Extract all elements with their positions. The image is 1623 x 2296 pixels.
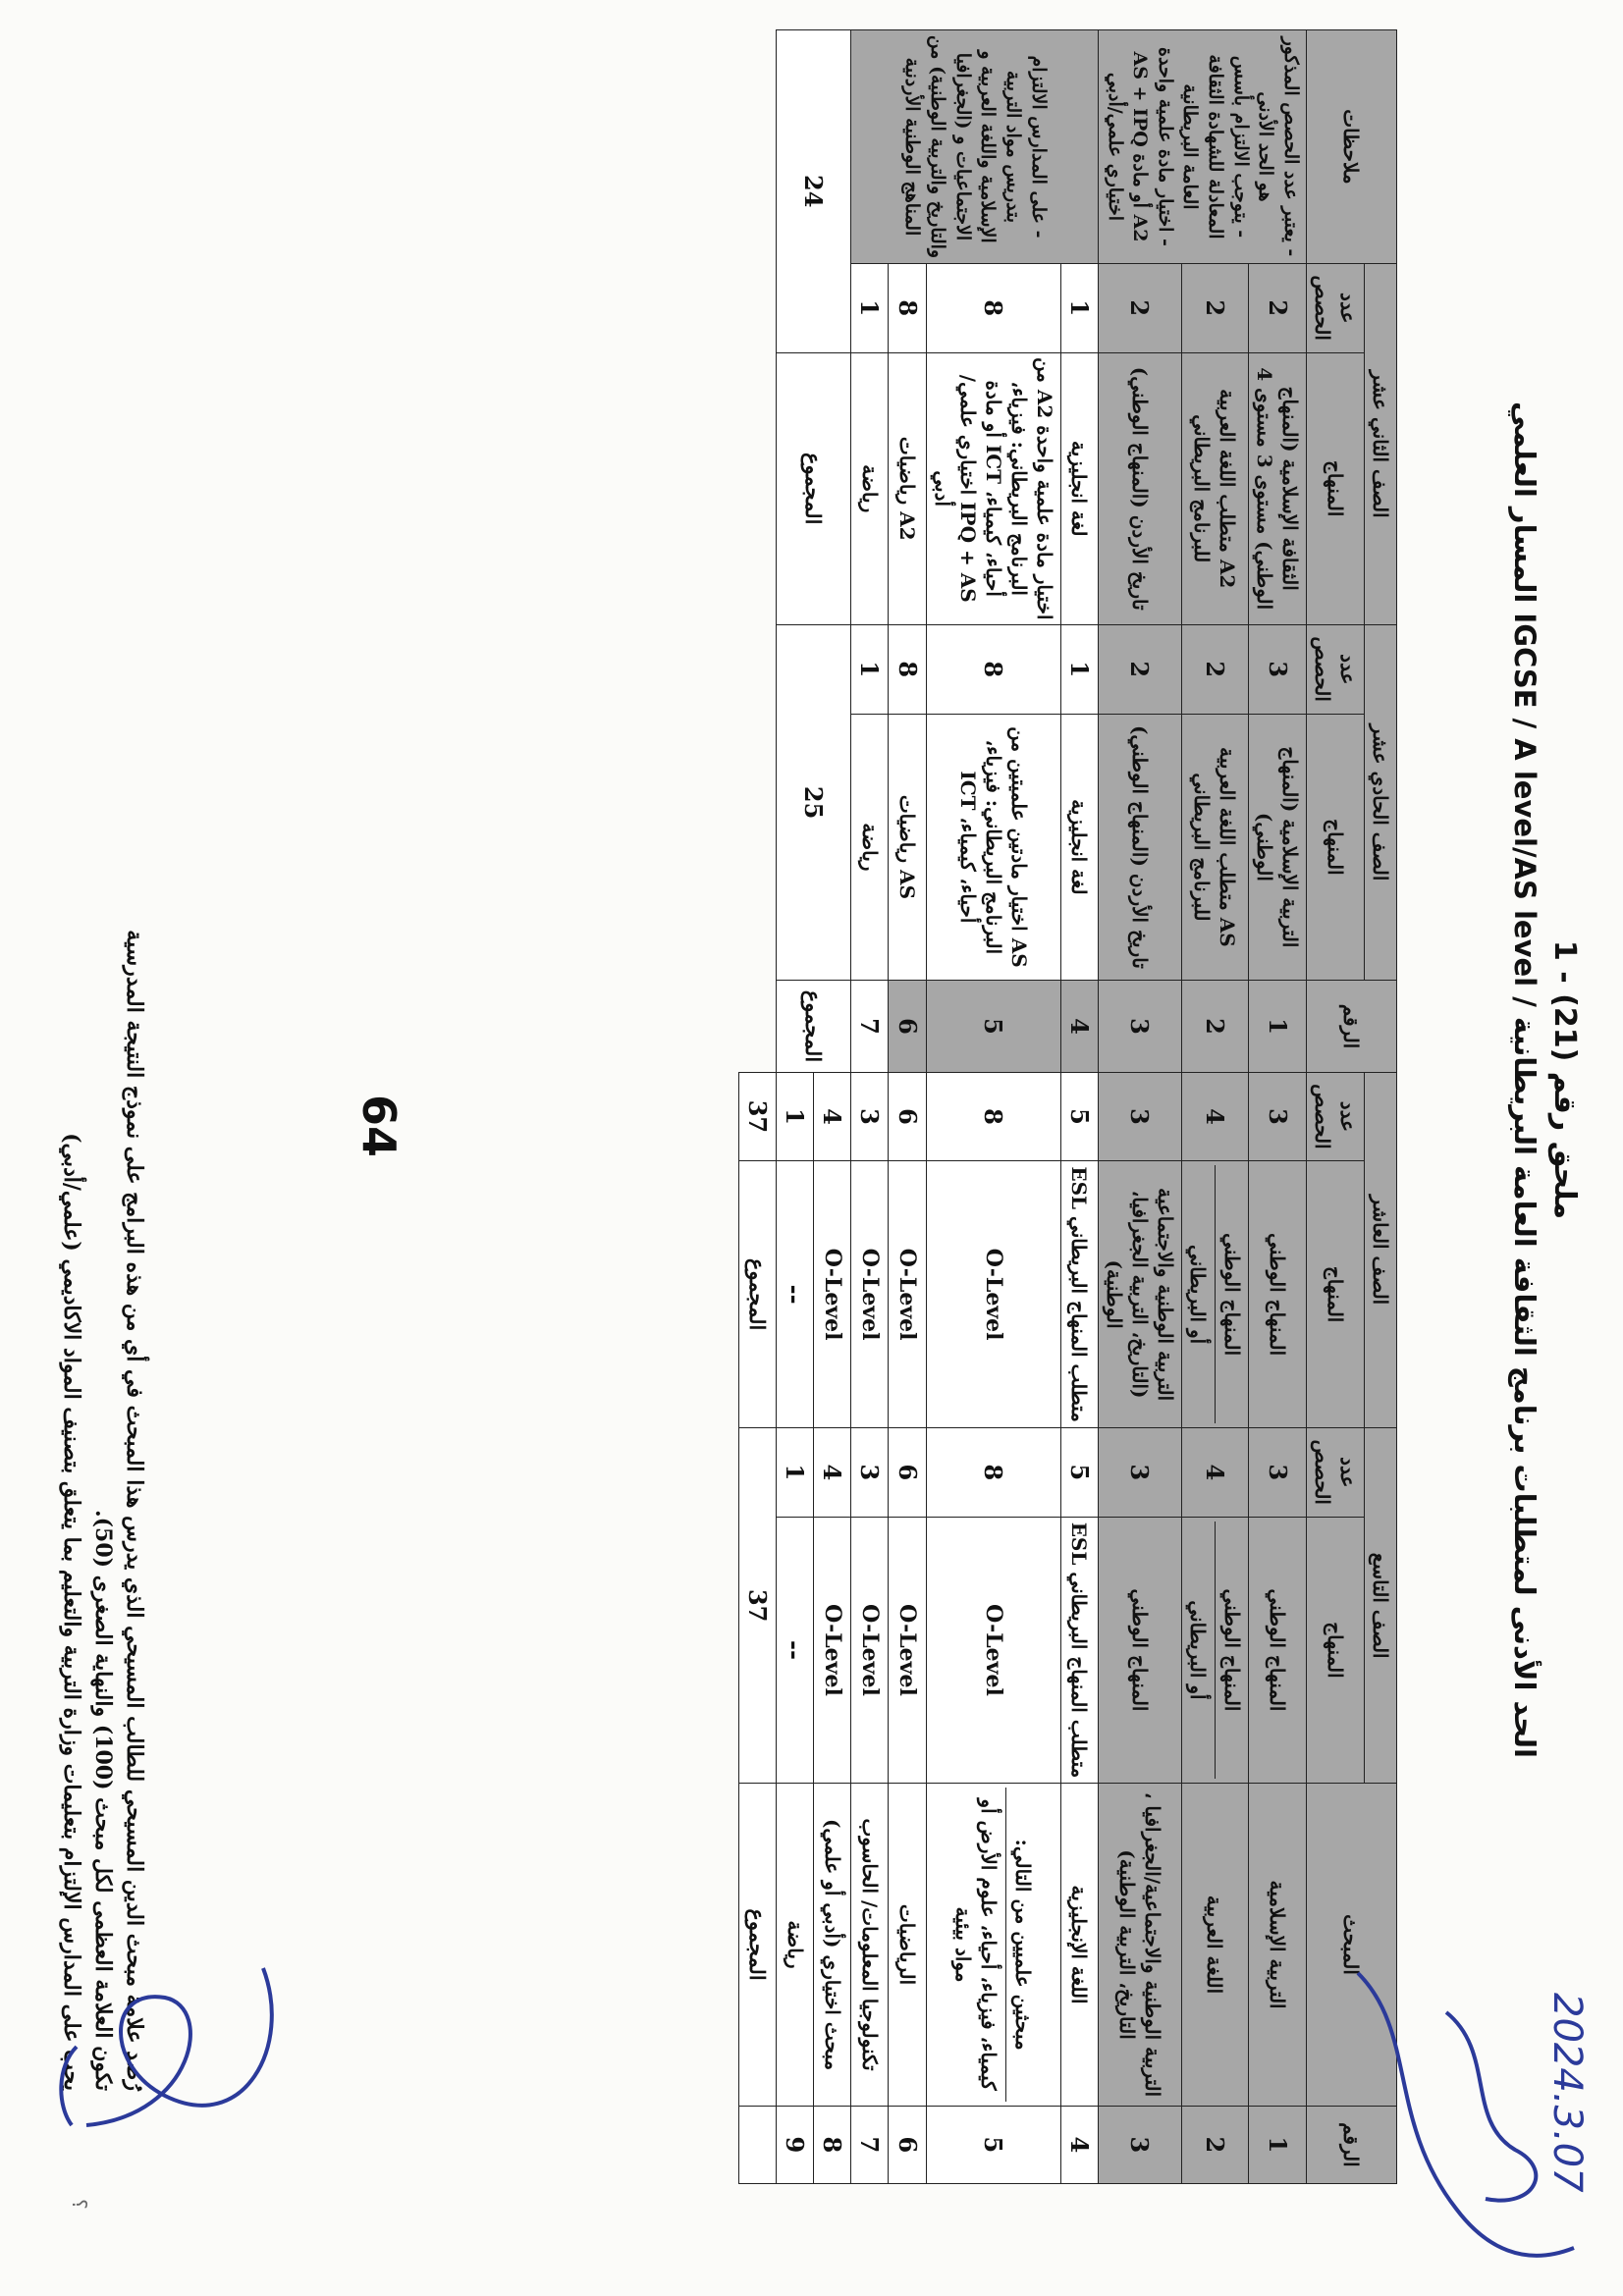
notes-cell-lower [851, 30, 1099, 264]
row-num: 5 [926, 2106, 1060, 2183]
header-num: الرقم [1307, 2106, 1397, 2183]
g9-periods: 8 [926, 1428, 1060, 1518]
g9-periods: 6 [889, 1428, 926, 1518]
table-row [889, 30, 926, 2184]
g11-periods: 1 [851, 624, 889, 714]
footnote-1: رُصد علامة مبحث الدين المسيحي للطالب المسيحي الذي يدرس هذا المبحث في أي من هذه البرامج على نموذج النتيجة المدرسية [122, 930, 147, 2091]
g9-periods: 5 [1060, 1428, 1098, 1518]
g10-curriculum: O-Level [889, 1161, 926, 1428]
row-num: 6 [889, 2106, 926, 2183]
header-grade12: الصف الثاني عشر [1365, 263, 1397, 624]
handwritten-initials [1338, 1953, 1613, 2277]
g11-curriculum: لغة انجليزية [1060, 714, 1098, 981]
g9-periods: 3 [1248, 1428, 1306, 1518]
g11-periods: 2 [1181, 624, 1248, 714]
g12-curriculum: لغة انجليزية [1060, 352, 1098, 624]
header-subject: المبحث [1307, 1784, 1397, 2106]
row-subject: مبحث اختياري (أدبي أو علمي) [814, 1784, 851, 2106]
g9-curriculum: -- [776, 1517, 813, 1784]
g10-periods: 3 [1248, 1072, 1306, 1161]
g11-num: 6 [889, 981, 926, 1072]
g9-curriculum: المنهاج الوطني [1248, 1517, 1306, 1784]
g9-curriculum: O-Level [889, 1517, 926, 1784]
g9-periods: 4 [814, 1428, 851, 1518]
g9-periods: 4 [1181, 1428, 1248, 1518]
footnotes [56, 29, 150, 2091]
g9-curriculum: المنهاج الوطني [1098, 1517, 1181, 1784]
header-num-2: الرقم [1307, 981, 1397, 1072]
g11-num: 3 [1098, 981, 1181, 1072]
g11-periods: 8 [926, 624, 1060, 714]
row-num: 8 [814, 2106, 851, 2183]
table-row [1181, 30, 1248, 2184]
header-g12-periods: عدد الحصص [1307, 263, 1365, 352]
g12-curriculum: الثقافة الإسلامية (المنهاج الوطني) مستوى 3 مستوى 4 [1248, 352, 1306, 624]
g11-total-label: المجموع [776, 981, 850, 1072]
g10-total-label: المجموع [738, 1161, 776, 1428]
g10-periods: 1 [776, 1072, 813, 1161]
row-num: 1 [1248, 2106, 1306, 2183]
note-2: - يتوجب الالتزام بأسس المعادلة للشهادة الثقافة العامة البريطانية [1179, 54, 1252, 240]
g9-curriculum: O-Level [851, 1517, 889, 1784]
row-num: 2 [1181, 2106, 1248, 2183]
g12-total-label: المجموع [776, 352, 850, 624]
row-subject: الرياضيات [889, 1784, 926, 2106]
page-heading [1505, 393, 1584, 1767]
g11-periods: 8 [889, 624, 926, 714]
page-number: 64 [352, 1095, 406, 1158]
header-g9-curriculum: المنهاج [1307, 1517, 1365, 1784]
g9-curriculum-alt: أو البريطاني [1185, 1522, 1216, 1780]
g9-curriculum: O-Level [814, 1517, 851, 1784]
g11-periods: 1 [1060, 624, 1098, 714]
g10-curriculum: متطلب المنهاج البريطاني ESL [1060, 1161, 1098, 1428]
g10-curriculum [1181, 1161, 1248, 1428]
totals-blank [738, 30, 776, 1073]
table-row [814, 30, 851, 2184]
g12-curriculum: رياضة [851, 352, 889, 624]
table-row [1060, 30, 1098, 2184]
g10-periods: 3 [1098, 1072, 1181, 1161]
notes-cell-upper [1098, 30, 1306, 264]
signature-date: 2024.3.07 [1544, 1993, 1590, 2193]
g10-curriculum: التربية الوطنية والاجتماعية (التاريخ، التربية الجغرافيا، الوطنية) [1098, 1161, 1181, 1428]
g11-total: 25 [776, 624, 850, 980]
g10-periods: 5 [1060, 1072, 1098, 1161]
g12-periods: 2 [1248, 263, 1306, 352]
table-row [926, 30, 1060, 2184]
g9-periods: 3 [1098, 1428, 1181, 1518]
totals-label: المجموع [738, 1784, 776, 2106]
note-3: - اختيار مادة علمية واحدة A2 أو مادة AS + IPQ اختياري علمي/أدبي [1104, 47, 1176, 246]
g12-curriculum: A2 متطلب اللغة العربية للبرنامج البريطاني [1181, 352, 1248, 624]
g11-curriculum: تاريخ الأردن (المنهاج الوطني) [1098, 714, 1181, 981]
signature-mark [27, 1929, 302, 2184]
g12-curriculum: تاريخ الأردن (المنهاج الوطني) [1098, 352, 1181, 624]
row-subject [926, 1784, 1060, 2106]
g12-periods: 1 [851, 263, 889, 352]
g12-curriculum: A2 رياضيات [889, 352, 926, 624]
table-row [1248, 30, 1306, 2184]
header-grade11: الصف الحادي عشر [1365, 624, 1397, 980]
g10-curriculum: O-Level [851, 1161, 889, 1428]
g9-curriculum-main: المنهاج الوطني [1219, 1588, 1244, 1712]
g12-periods: 8 [889, 263, 926, 352]
g10-periods: 3 [851, 1072, 889, 1161]
header-g10-periods: عدد الحصص [1307, 1072, 1365, 1161]
g10-periods: 8 [926, 1072, 1060, 1161]
table-row [1098, 30, 1181, 2184]
g12-periods: 8 [926, 263, 1060, 352]
totals-row [738, 30, 776, 2184]
g12-periods: 2 [1098, 263, 1181, 352]
g10-total: 37 [738, 1072, 776, 1161]
g9-periods: 1 [776, 1428, 813, 1518]
totals-empty [738, 2106, 776, 2183]
header-g11-periods: عدد الحصص [1307, 624, 1365, 714]
g10-curriculum: -- [776, 1161, 813, 1428]
g11-curriculum: AS رياضيات [889, 714, 926, 981]
g10-curriculum-main: المنهاج الوطني [1219, 1233, 1244, 1357]
row-subject-main: مبحثين علميين من التالي: [1011, 1839, 1036, 2051]
corner-mark: ؟ [68, 2199, 91, 2210]
row-subject: رياضة [776, 1784, 813, 2106]
g10-periods: 6 [889, 1072, 926, 1161]
g11-periods: 2 [1098, 624, 1181, 714]
g11-curriculum: رياضة [851, 714, 889, 981]
row-subject: التربية الوطنية والاجتماعية/الجغرافيا ، التاريخ، التربية الوطنية) [1098, 1784, 1181, 2106]
header-grade10: الصف العاشر [1365, 1072, 1397, 1427]
note-1: - يعتبر عدد الحصص المذكور هو الحد الأدنى [1255, 36, 1302, 257]
g11-num: 2 [1181, 981, 1248, 1072]
annex-title: الحد الأدنى لمتطلبات برنامج الثقافة العامة البريطانية / IGCSE / A level/AS level المسار العلمي [1508, 401, 1542, 1758]
row-subject: اللغة العربية [1181, 1784, 1248, 2106]
g11-num: 7 [851, 981, 889, 1072]
header-grade9: الصف التاسع [1365, 1428, 1397, 1784]
header-g11-curriculum: المنهاج [1307, 714, 1365, 981]
header-notes: ملاحظات [1307, 30, 1397, 264]
row-num: 9 [776, 2106, 813, 2183]
header-row-1 [1365, 30, 1397, 2184]
g9-curriculum [1181, 1517, 1248, 1784]
header-g10-curriculum: المنهاج [1307, 1161, 1365, 1428]
g9-curriculum: O-Level [926, 1517, 1060, 1784]
row-subject: اللغة الإنجليزية [1060, 1784, 1098, 2106]
row-subject: التربية الإسلامية [1248, 1784, 1306, 2106]
g11-curriculum: التربية الإسلامية (المنهاج الوطني) [1248, 714, 1306, 981]
g11-num: 1 [1248, 981, 1306, 1072]
header-g9-periods: عدد الحصص [1307, 1428, 1365, 1518]
g12-total: 24 [776, 30, 850, 353]
footnote-3: يجب على المدارس الإلتزام بتعليمات وزارة التربية والتعليم بما يتعلق بتصنيف المواد الاكاديمي (علمي/أدبي) [59, 1133, 84, 2091]
g11-curriculum: AS متطلب اللغة العربية للبرنامج البريطاني [1181, 714, 1248, 981]
g11-curriculum: AS اختيار مادتين علميتين من البرنامج البريطاني: فيزياء، أحياء، كيمياء، ICT [926, 714, 1060, 981]
g10-curriculum: O-Level [814, 1161, 851, 1428]
g12-periods: 1 [1060, 263, 1098, 352]
table-row [851, 30, 889, 2184]
g9-total: 37 [738, 1428, 776, 1784]
g10-periods: 4 [1181, 1072, 1248, 1161]
row-subject: تكنولوجيا المعلومات/ الحاسوب [851, 1784, 889, 2106]
g10-curriculum: المنهاج الوطني [1248, 1161, 1306, 1428]
footnote-2: تكون العلامة العظمى لكل مبحث (100) والنهاية الصغرى (50). [90, 1509, 116, 2091]
g11-num: 4 [1060, 981, 1098, 1072]
g10-curriculum-alt: أو البريطاني [1185, 1165, 1216, 1423]
g9-periods: 3 [851, 1428, 889, 1518]
row-num: 4 [1060, 2106, 1098, 2183]
g10-periods: 4 [814, 1072, 851, 1161]
row-subject-list: كيمياء، فيزياء، أحياء، علوم الأرض أو مواد بيئية [950, 1788, 1006, 2101]
g11-periods: 3 [1248, 624, 1306, 714]
curriculum-table [738, 29, 1397, 2184]
annex-number: ملحق رقم (21) - 1 [1547, 939, 1582, 1220]
g9-curriculum: متطلب المنهاج البريطاني ESL [1060, 1517, 1098, 1784]
g12-periods: 2 [1181, 263, 1248, 352]
header-g12-curriculum: المنهاج [1307, 352, 1365, 624]
row-num: 7 [851, 2106, 889, 2183]
g10-curriculum: O-Level [926, 1161, 1060, 1428]
note-4: - على المدارس الالتزام بتدريس مواد التربية الإسلامية واللغة العربية و الاجتماعيات و (الجغرافيا والتاريخ والتربية الوطنية) من المناهج الوطنية الأردنية [901, 34, 1050, 259]
row-num: 3 [1098, 2106, 1181, 2183]
g11-num: 5 [926, 981, 1060, 1072]
g12-curriculum: اختيار مادة علمية واحدة A2 من البرنامج البريطاني: فيزياء، أحياء، كيمياء، ICT أو مادة IPQ + AS اختياري علمي/أدبي [926, 352, 1060, 624]
